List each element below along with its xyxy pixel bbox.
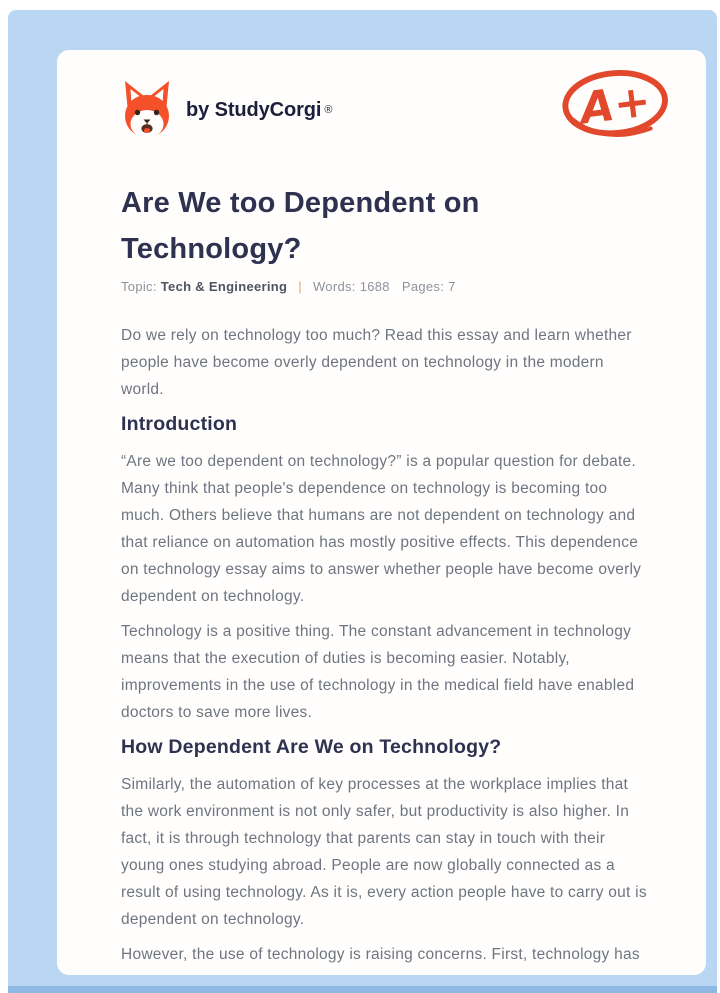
grade-text: A+ (577, 76, 654, 135)
essay-card (57, 50, 706, 975)
topic-label: Topic: (121, 279, 157, 294)
registered-trademark-icon: ® (324, 104, 333, 116)
paragraph: Technology is a positive thing. The constant advancement in technology means that the execution of duties is becoming easier. Notably, improvements in the use of technology in the medical field have enabled doctors to save more lives. (121, 623, 635, 721)
lead-paragraph: Do we rely on technology too much? Read this essay and learn whether people have become overly dependent on technology in the modern world. (121, 327, 632, 398)
section-heading-introduction: Introduction (121, 413, 238, 435)
a-plus-stamp-icon (558, 64, 676, 144)
paragraph: “Are we too dependent on technology?” is a popular question for debate. Many think that people's dependence on technology is becoming too much. Others believe that humans are not dependent on technology and that reliance on automation has mostly positive effects. This dependence on technology essay aims to answer whether people have become overly dependent on technology. (121, 453, 642, 605)
pages-value: 7 (448, 279, 456, 294)
words-label: Words: (312, 279, 356, 294)
section-heading-how-dependent: How Dependent Are We on Technology? (121, 736, 502, 758)
page-title: Are We too Dependent on Technology? (121, 187, 480, 265)
corgi-logo-icon (121, 79, 173, 141)
panel-bottom-edge (8, 986, 717, 993)
paragraph: Similarly, the automation of key processes at the workplace implies that the work environment is not only safer, but productivity is also higher. In fact, it is through technology that parents can stay in touch with their young ones studying abroad. People are now globally connected as a result of using technology. As it is, every action people have to carry out is dependent on technology. (121, 776, 647, 928)
meta-separator: | (298, 279, 302, 294)
pages-label: Pages: (401, 279, 445, 294)
brand-name: by StudyCorgi (186, 98, 322, 121)
meta-row (121, 278, 648, 296)
paragraph-truncated: However, the use of technology is raising concerns. First, technology has (121, 946, 640, 963)
words-value: 1688 (359, 279, 390, 294)
topic-value: Tech & Engineering (160, 279, 288, 294)
